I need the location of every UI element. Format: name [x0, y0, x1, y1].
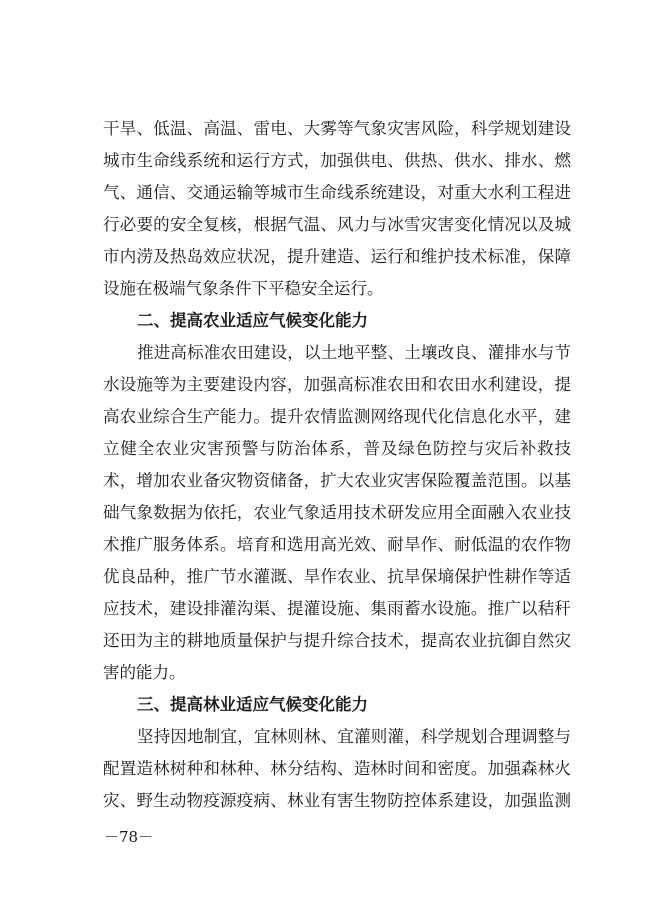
paragraph-2 — [103, 337, 571, 689]
text-line: 推进高标准农田建设，以土地平整、土壤改良、灌排水与节 — [137, 343, 571, 362]
text-line: 还田为主的耕地质量保护与提升综合技术，提高农业抗御自然灾 — [103, 631, 571, 650]
section-heading-agriculture: 二、提高农业适应气候变化能力 — [137, 311, 368, 330]
page-number: －78－ — [104, 828, 154, 846]
text-line: 城市生命线系统和运行方式，加强供电、供热、供水、排水、燃 — [103, 151, 571, 170]
text-line: 术，增加农业备灾物资储备，扩大农业灾害保险覆盖范围。以基 — [103, 471, 571, 490]
text-line: 立健全农业灾害预警与防治体系，普及绿色防控与灾后补救技 — [103, 439, 571, 458]
text-line: 坚持因地制宜，宜林则林、宜灌则灌，科学规划合理调整与 — [137, 727, 571, 746]
text-line: 气、通信、交通运输等城市生命线系统建设，对重大水利工程进 — [103, 183, 571, 202]
text-line: 干旱、低温、高温、雷电、大雾等气象灾害风险，科学规划建设 — [103, 119, 571, 138]
text-line: 配置造林树种和林种、林分结构、造林时间和密度。加强森林火 — [103, 759, 571, 778]
text-line: 行必要的安全复核，根据气温、风力与冰雪灾害变化情况以及城 — [103, 215, 571, 234]
text-line: 术推广服务体系。培育和选用高光效、耐旱作、耐低温的农作物 — [103, 535, 571, 554]
text-line: 害的能力。 — [103, 663, 186, 682]
text-line: 灾、野生动物疫源疫病、林业有害生物防控体系建设，加强监测 — [103, 791, 571, 810]
text-line: 优良品种，推广节水灌溉、旱作农业、抗旱保墒保护性耕作等适 — [103, 567, 571, 586]
text-line: 高农业综合生产能力。提升农情监测网络现代化信息化水平，建 — [103, 407, 571, 426]
text-line: 应技术，建设排灌沟渠、提灌设施、集雨蓄水设施。推广以秸秆 — [103, 599, 571, 618]
paragraph-1 — [103, 113, 571, 305]
text-line: 市内涝及热岛效应状况，提升建造、运行和维护技术标准，保障 — [103, 247, 571, 266]
text-line: 水设施等为主要建设内容，加强高标准农田和农田水利建设，提 — [103, 375, 571, 394]
section-heading-forestry: 三、提高林业适应气候变化能力 — [137, 695, 368, 714]
document-body — [103, 113, 571, 817]
text-line: 设施在极端气象条件下平稳安全运行。 — [103, 279, 384, 298]
text-line: 础气象数据为依托，农业气象适用技术研发应用全面融入农业技 — [103, 503, 571, 522]
paragraph-3 — [103, 721, 571, 817]
